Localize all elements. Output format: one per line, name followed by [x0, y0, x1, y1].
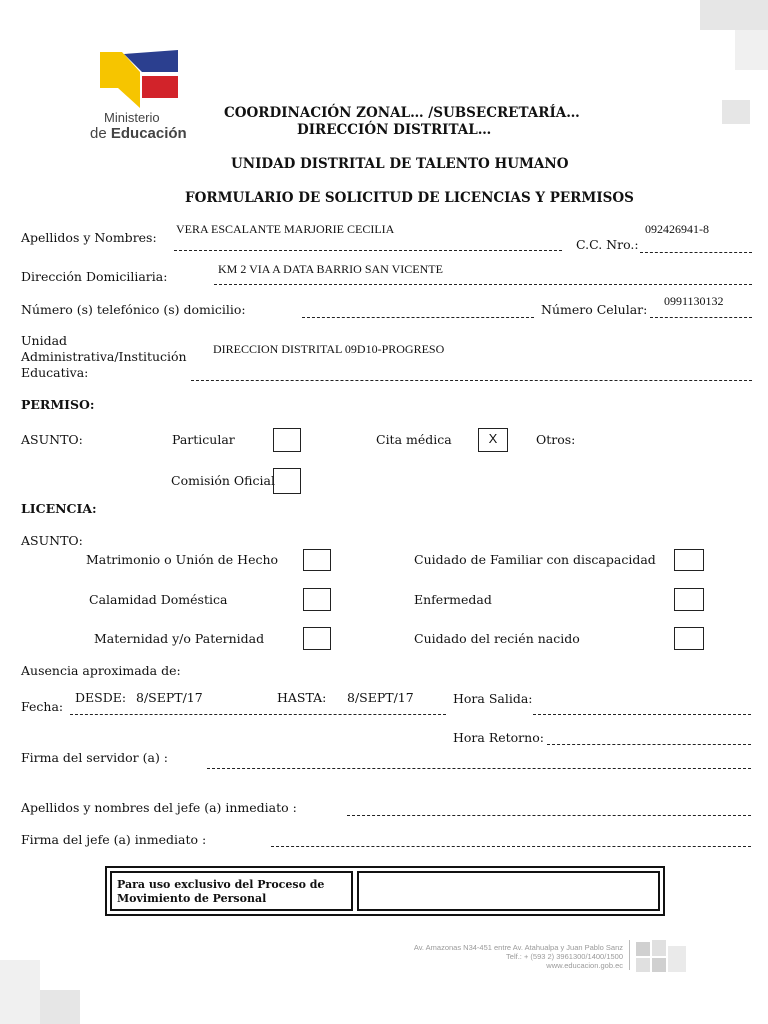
- header-line1: COORDINACIÓN ZONAL… /SUBSECRETARÍA…: [224, 105, 580, 121]
- desde-value[interactable]: 8/SEPT/17: [136, 690, 203, 705]
- header-unit: UNIDAD DISTRITAL DE TALENTO HUMANO: [231, 156, 569, 172]
- address-line: [214, 284, 752, 285]
- licencia-item-checkbox[interactable]: [303, 549, 331, 571]
- unit-line: [191, 380, 752, 381]
- particular-label: Particular: [172, 432, 235, 447]
- footer-line2: Telf.: + (593 2) 3961300/1400/1500: [506, 952, 623, 961]
- cc-label: C.C. Nro.:: [576, 237, 639, 252]
- header-line2: DIRECCIÓN DISTRITAL…: [297, 122, 492, 138]
- cc-line: [640, 252, 752, 253]
- licencia-item-label: Cuidado de Familiar con discapacidad: [414, 552, 656, 567]
- cell-label: Número Celular:: [541, 302, 648, 317]
- logo-line2-prefix: de: [90, 125, 111, 142]
- cell-value[interactable]: 0991130132: [664, 294, 724, 308]
- logo-line1: Ministerio: [104, 110, 160, 125]
- licencia-asunto-label: ASUNTO:: [21, 533, 83, 548]
- firma-servidor-label: Firma del servidor (a) :: [21, 750, 169, 765]
- cita-checkbox[interactable]: X: [478, 428, 508, 452]
- phone-line: [302, 317, 534, 318]
- jefe-firma-line: [271, 846, 751, 847]
- phone-label: Número (s) telefónico (s) domicilio:: [21, 302, 246, 317]
- footer-line1: Av. Amazonas N34-451 entre Av. Atahualpa y Juan Pablo Sanz: [413, 943, 623, 952]
- comision-label: Comisión Oficial: [171, 473, 275, 488]
- address-value[interactable]: KM 2 VIA A DATA BARRIO SAN VICENTE: [218, 262, 443, 276]
- jefe-firma-label: Firma del jefe (a) inmediato :: [21, 832, 207, 847]
- building-icon: [634, 938, 690, 974]
- licencia-item-label: Cuidado del recién nacido: [414, 631, 580, 646]
- cita-label: Cita médica: [376, 432, 452, 447]
- fecha-label: Fecha:: [21, 699, 64, 714]
- desde-label: DESDE:: [75, 690, 127, 705]
- licencia-item-label: Maternidad y/o Paternidad: [94, 631, 265, 646]
- footer-address: [340, 943, 623, 970]
- ausencia-label: Ausencia aproximada de:: [21, 663, 181, 678]
- unit-label-2: Administrativa/Institución: [21, 349, 187, 364]
- cc-value[interactable]: 092426941-8: [645, 222, 709, 236]
- exclusive-line1: Para uso exclusivo del Proceso de: [117, 878, 325, 891]
- logo-line2: [90, 125, 187, 142]
- hora-retorno-label: Hora Retorno:: [453, 730, 544, 745]
- particular-checkbox[interactable]: [273, 428, 301, 452]
- licencia-title: LICENCIA:: [21, 501, 97, 516]
- jefe-nombres-label: Apellidos y nombres del jefe (a) inmediato :: [21, 800, 297, 815]
- unit-value[interactable]: DIRECCION DISTRITAL 09D10-PROGRESO: [213, 342, 445, 356]
- logo-line2-bold: Educación: [110, 125, 187, 142]
- exclusive-use-value-cell[interactable]: [357, 871, 660, 911]
- names-label: Apellidos y Nombres:: [21, 230, 157, 245]
- jefe-nombres-line: [347, 815, 751, 816]
- licencia-item-checkbox[interactable]: [674, 588, 704, 611]
- flag-icon: [100, 48, 180, 110]
- comision-checkbox[interactable]: [273, 468, 301, 494]
- unit-label-3: Educativa:: [21, 365, 89, 380]
- unit-label-1: Unidad: [21, 333, 68, 348]
- fecha-line: [70, 714, 446, 715]
- cell-line: [650, 317, 752, 318]
- permiso-asunto-label: ASUNTO:: [21, 432, 83, 447]
- hora-salida-label: Hora Salida:: [453, 691, 533, 706]
- licencia-item-label: Matrimonio o Unión de Hecho: [86, 552, 279, 567]
- address-label: Dirección Domiciliaria:: [21, 269, 168, 284]
- permiso-title: PERMISO:: [21, 397, 95, 412]
- footer-line3: www.educacion.gob.ec: [546, 961, 623, 970]
- hasta-value[interactable]: 8/SEPT/17: [347, 690, 414, 705]
- hora-retorno-line: [547, 744, 751, 745]
- firma-servidor-line: [207, 768, 751, 769]
- licencia-item-label: Calamidad Doméstica: [89, 592, 228, 607]
- names-line: [174, 250, 562, 251]
- otros-label: Otros:: [536, 432, 576, 447]
- form-title: FORMULARIO DE SOLICITUD DE LICENCIAS Y PERMISOS: [185, 190, 634, 206]
- footer-divider: [629, 940, 630, 970]
- licencia-item-checkbox[interactable]: [674, 549, 704, 571]
- hasta-label: HASTA:: [277, 690, 327, 705]
- hora-salida-line: [533, 714, 751, 715]
- exclusive-use-label-cell: [110, 871, 353, 911]
- exclusive-line2: Movimiento de Personal: [117, 892, 267, 905]
- licencia-item-checkbox[interactable]: [674, 627, 704, 650]
- names-value[interactable]: VERA ESCALANTE MARJORIE CECILIA: [176, 222, 395, 236]
- ministry-logo: [88, 48, 198, 148]
- licencia-item-checkbox[interactable]: [303, 588, 331, 611]
- licencia-item-label: Enfermedad: [414, 592, 492, 607]
- licencia-item-checkbox[interactable]: [303, 627, 331, 650]
